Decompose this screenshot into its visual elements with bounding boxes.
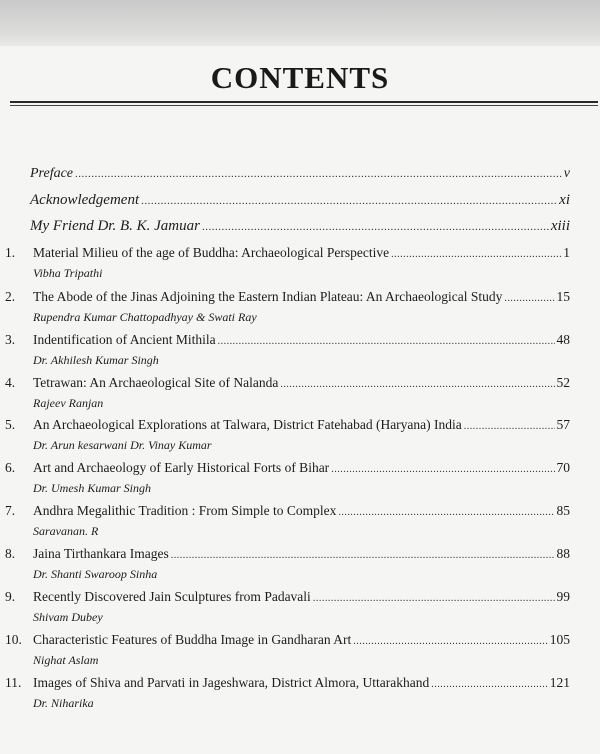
chapter-number: 10.: [5, 632, 22, 647]
chapter-line: [33, 289, 570, 305]
chapter-number: 2.: [5, 289, 16, 304]
entry-title: My Friend Dr. B. K. Jamuar: [30, 218, 200, 234]
chapter-line: [33, 675, 570, 691]
dot-leader: [391, 249, 561, 260]
title-rule-thin: [10, 105, 598, 106]
chapter-number: 7.: [5, 503, 16, 518]
dot-leader: [202, 221, 549, 233]
chapter-title: Art and Archaeology of Early Historical Forts of Bihar: [33, 460, 330, 475]
chapter-author: Dr. Akhilesh Kumar Singh: [33, 353, 159, 367]
chapter-number: 11.: [5, 675, 22, 690]
chapter-author: Vibha Tripathi: [33, 266, 103, 280]
toc-entry-preface[interactable]: [30, 166, 570, 182]
chapter-author: Dr. Niharika: [33, 696, 94, 710]
dot-leader: [464, 421, 555, 432]
entry-page: xi: [559, 192, 570, 208]
dot-leader: [280, 379, 554, 390]
title-rule-thick: [10, 101, 598, 103]
dot-leader: [338, 507, 554, 518]
chapter-page: 52: [556, 375, 570, 390]
chapter-page: 121: [549, 675, 570, 690]
chapter-author: Dr. Shanti Swaroop Sinha: [33, 567, 158, 581]
chapter-line: [33, 417, 570, 433]
chapter-author: Dr. Arun kesarwani Dr. Vinay Kumar: [33, 438, 212, 452]
chapter-title: Recently Discovered Jain Sculptures from Padavali: [33, 589, 311, 604]
chapter-number: 8.: [5, 546, 16, 561]
chapter-line: [33, 332, 570, 348]
chapter-page: 15: [556, 289, 570, 304]
chapter-line: [33, 503, 570, 519]
page-top-shadow: [0, 0, 600, 46]
chapter-page: 99: [556, 589, 570, 604]
dot-leader: [504, 293, 554, 304]
chapter-page: 105: [549, 632, 570, 647]
chapter-title: Material Milieu of the age of Buddha: Archaeological Perspective: [33, 245, 390, 260]
chapter-line: [33, 589, 570, 605]
chapter-title: An Archaeological Explorations at Talwara, District Fatehabad (Haryana) India: [33, 417, 462, 432]
chapter-number: 1.: [5, 245, 16, 260]
chapter-author: Shivam Dubey: [33, 610, 103, 624]
chapter-line: [33, 546, 570, 562]
dot-leader: [75, 168, 562, 180]
chapter-line: [33, 245, 570, 261]
chapter-title: Jaina Tirthankara Images: [33, 546, 169, 561]
chapter-author: Rajeev Ranjan: [33, 396, 104, 410]
entry-title: Acknowledgement: [30, 192, 140, 208]
chapter-title: Images of Shiva and Parvati in Jageshwara, District Almora, Uttarakhand: [33, 675, 430, 690]
chapter-title: Tetrawan: An Archaeological Site of Nalanda: [33, 375, 279, 390]
dot-leader: [431, 679, 547, 690]
chapter-number: 6.: [5, 460, 16, 475]
toc-entry-acknowledgement[interactable]: [30, 192, 570, 209]
chapter-number: 3.: [5, 332, 16, 347]
chapter-author: Dr. Umesh Kumar Singh: [33, 481, 152, 495]
chapter-author: Rupendra Kumar Chattopadhyay & Swati Ray: [33, 310, 257, 324]
toc-entry-my-friend[interactable]: [30, 218, 570, 235]
chapter-page: 70: [556, 460, 570, 475]
chapter-number: 9.: [5, 589, 16, 604]
chapter-line: [33, 632, 570, 648]
dot-leader: [331, 464, 554, 475]
chapter-title: The Abode of the Jinas Adjoining the Eastern Indian Plateau: An Archaeological Study: [33, 289, 503, 304]
page-title: CONTENTS: [210, 60, 390, 95]
chapter-author: Nighat Aslam: [33, 653, 99, 667]
chapter-page: 85: [556, 503, 570, 518]
chapter-author: Saravanan. R: [33, 524, 99, 538]
dot-leader: [353, 636, 547, 647]
dot-leader: [141, 195, 557, 207]
dot-leader: [171, 550, 555, 561]
chapter-line: [33, 375, 570, 391]
chapter-page: 48: [556, 332, 570, 347]
chapter-line: [33, 460, 570, 476]
chapter-title: Andhra Megalithic Tradition : From Simple to Complex: [33, 503, 337, 518]
chapter-page: 1: [563, 245, 570, 260]
chapter-number: 4.: [5, 375, 16, 390]
dot-leader: [218, 336, 555, 347]
entry-page: v: [563, 166, 570, 181]
entry-title: Preface: [30, 166, 74, 181]
chapter-number: 5.: [5, 417, 16, 432]
chapter-title: Characteristic Features of Buddha Image in Gandharan Art: [33, 632, 352, 647]
dot-leader: [313, 593, 555, 604]
chapter-page: 57: [556, 417, 570, 432]
chapter-title: Indentification of Ancient Mithila: [33, 332, 216, 347]
entry-page: xiii: [550, 218, 570, 234]
chapter-page: 88: [556, 546, 570, 561]
